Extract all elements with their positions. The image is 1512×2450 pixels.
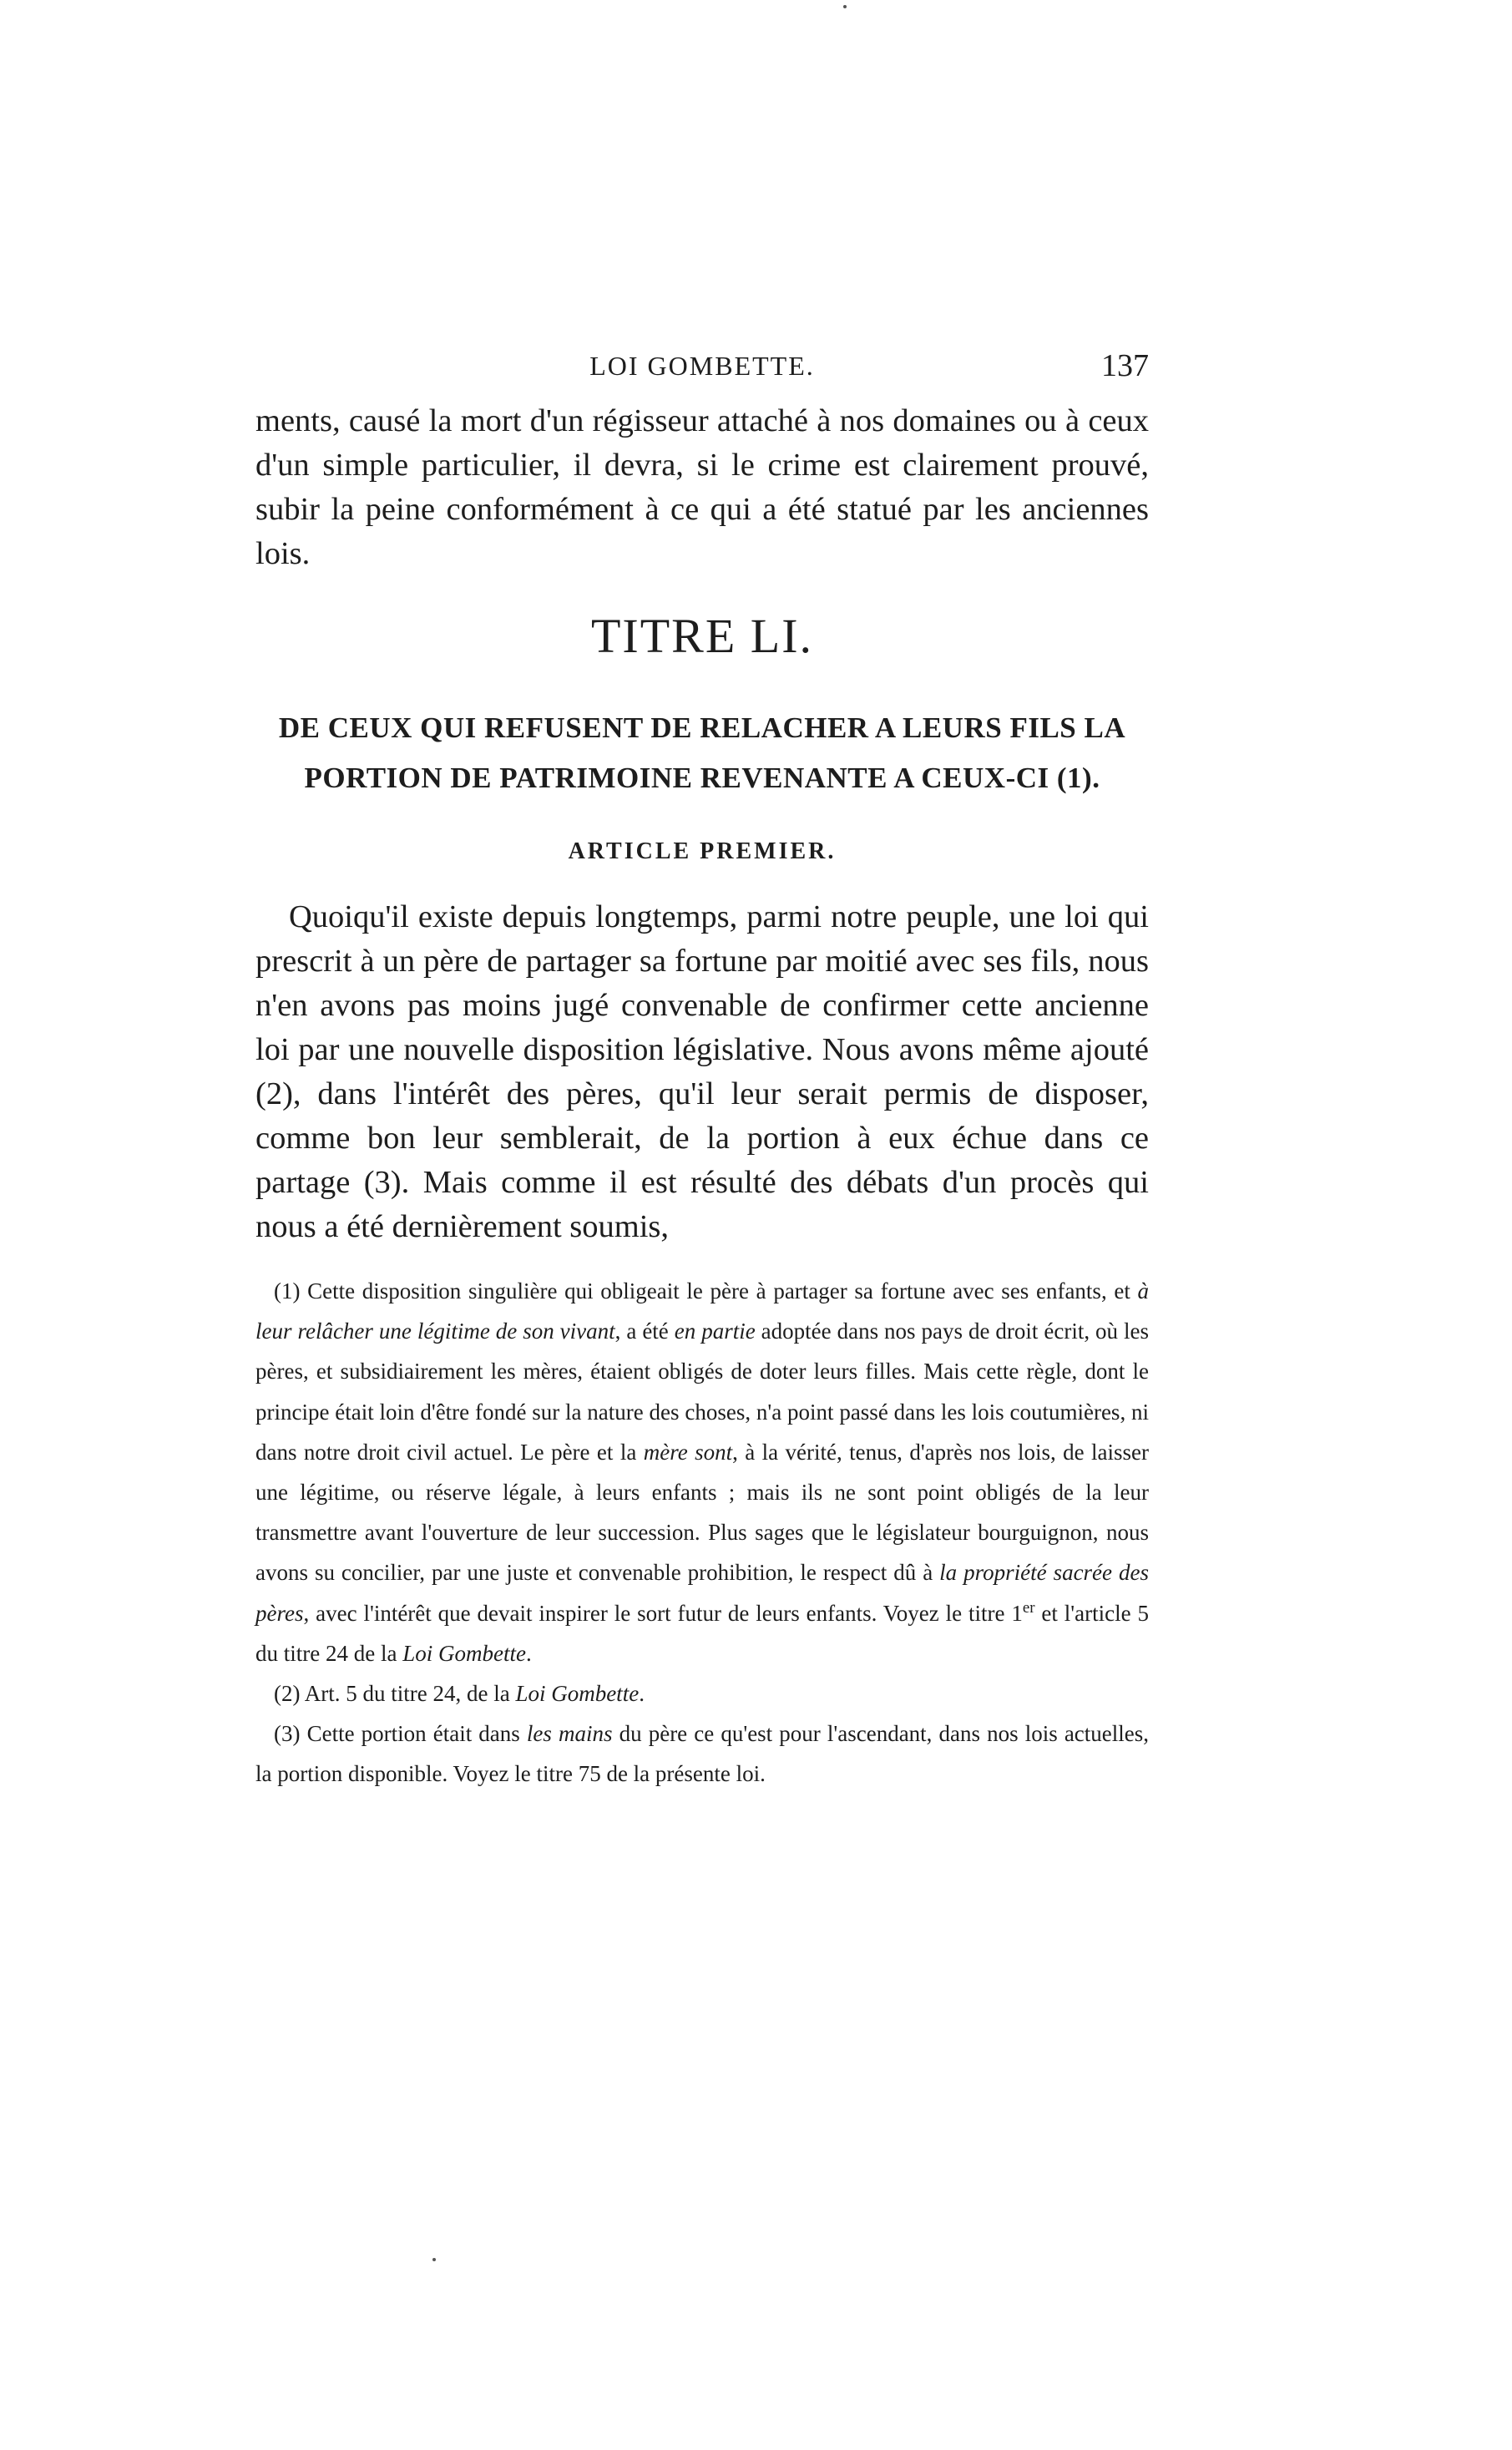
article-paragraph: Quoiqu'il existe depuis longtemps, parmi notre peuple, une loi qui prescrit à un père de partager sa fortune par moitié avec ses fils, nous n'en avons pas moins jugé convenable de confirmer cette ancienne loi par une nouvelle disposition législative. Nous avons même ajouté (2), dans l'intérêt des pères, qu'il leur serait permis de disposer, comme bon leur semblerait, de la portion à eux échue dans ce partage (3). Mais comme il est résulté des débats d'un procès qui nous a été dernièrement soumis, — [255, 899, 1149, 1244]
continuation-paragraph: ments, causé la mort d'un régisseur attaché à nos domaines ou à ceux d'un simple particulier, il devra, si le crime est clairement prouvé, subir la peine conformément à ce qui a été statué par les anciennes lois. — [255, 403, 1149, 571]
running-title: LOI GOMBETTE. — [589, 351, 815, 381]
paper-speck — [843, 5, 847, 8]
article-heading: ARTICLE PREMIER. — [568, 838, 837, 864]
footnote-3: (3) Cette portion était dans les mains du père ce qu'est pour l'ascendant, dans nos lois actuelles, la portion disponible. Voyez le titre 75 de la présente loi. — [255, 1721, 1150, 1787]
footnote-1: (1) Cette disposition singulière qui obligeait le père à partager sa fortune avec ses enfants, et à leur relâcher une légitime de son vivant, a été en partie adoptée dans nos pays de droit écrit, où les pères, et subsidiairement les mères, étaient obligés de doter leurs filles. Mais cette règle, dont le principe était loin d'être fondé sur la nature des choses, n'a point passé dans les lois coutumières, ni dans notre droit civil actuel. Le père et la mère sont, à la vérité, tenus, d'après nos lois, de laisser une légitime, ou réserve légale, à leurs enfants ; mais ils ne sont point obligés de la leur transmettre avant l'ouverture de leur succession. Plus sages que le législateur bourguignon, nous avons su concilier, par une juste et convenable prohibition, le respect dû à la propriété sacrée des pères, avec l'intérêt que devait inspirer le sort futur de leurs enfants. Voyez le titre 1er et l'article 5 du titre 24 de la Loi Gombette. — [255, 1278, 1149, 1666]
footnote-2: (2) Art. 5 du titre 24, de la Loi Gombette. — [274, 1681, 645, 1707]
title-heading: TITRE LI. — [590, 609, 814, 663]
subtitle-line-1: DE CEUX QUI REFUSENT DE RELACHER A LEURS FILS LA — [278, 711, 1126, 744]
footnotes — [255, 1271, 1149, 1794]
book-page — [255, 0, 1149, 2450]
title-subtitle — [255, 703, 1149, 803]
running-head — [255, 348, 1149, 389]
page-number: 137 — [1101, 348, 1149, 383]
paper-speck — [432, 2258, 436, 2261]
subtitle-line-2: PORTION DE PATRIMOINE REVENANTE A CEUX-CI (1). — [304, 762, 1100, 794]
